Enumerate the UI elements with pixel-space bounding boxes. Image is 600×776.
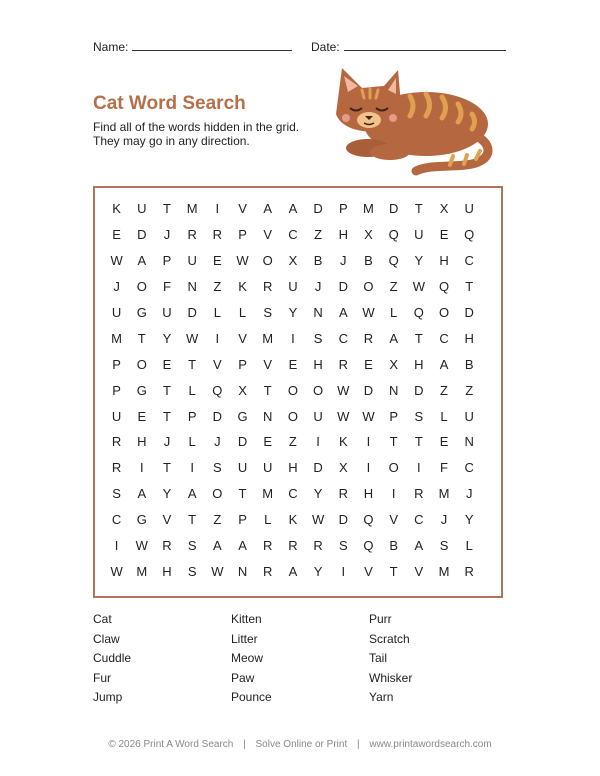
grid-letter[interactable]: H [162, 563, 172, 579]
grid-letter[interactable]: K [238, 279, 247, 295]
grid-letter[interactable]: C [464, 460, 474, 476]
instruction-line-2: They may go in any direction. [93, 134, 250, 148]
grid-letter[interactable]: X [238, 382, 247, 398]
grid-letter[interactable]: A [137, 486, 147, 502]
grid-letter[interactable]: U [263, 460, 273, 476]
grid-letter[interactable]: I [366, 434, 371, 450]
grid-letter[interactable]: Z [213, 279, 222, 295]
grid-letter[interactable]: C [439, 330, 449, 346]
grid-letter[interactable]: N [237, 563, 248, 579]
grid-letter[interactable]: B [389, 538, 398, 554]
grid-letter[interactable]: R [263, 563, 273, 579]
grid-letter[interactable]: F [162, 279, 171, 295]
grid-letter[interactable]: I [215, 201, 220, 217]
grid-letter[interactable]: D [464, 305, 474, 320]
grid-letter[interactable]: W [412, 279, 425, 295]
grid-letter[interactable]: E [439, 434, 449, 450]
grid-letter[interactable]: T [162, 460, 171, 476]
grid-letter[interactable]: W [110, 563, 123, 579]
grid-letter[interactable]: L [213, 305, 221, 320]
grid-letter[interactable]: L [188, 382, 196, 398]
grid-letter[interactable]: N [187, 279, 197, 295]
grid-letter[interactable]: W [236, 253, 249, 269]
grid-letter[interactable]: U [187, 253, 197, 269]
grid-letter[interactable]: O [388, 460, 399, 476]
grid-letter[interactable]: L [264, 512, 272, 528]
grid-letter[interactable]: E [112, 227, 121, 243]
grid-letter[interactable]: Z [213, 512, 222, 528]
grid-letter[interactable]: U [162, 305, 172, 320]
grid-letter[interactable]: M [262, 330, 274, 346]
grid-letter[interactable]: T [389, 563, 398, 579]
grid-letter[interactable]: N [464, 434, 474, 450]
footer-separator: | [243, 739, 246, 750]
grid-letter[interactable]: V [364, 563, 373, 579]
grid-letter[interactable]: F [440, 460, 448, 476]
grid-letter[interactable]: H [137, 434, 147, 450]
grid-letter[interactable]: O [262, 253, 273, 269]
grid-letter[interactable]: T [414, 434, 423, 450]
grid-letter[interactable]: X [389, 356, 398, 372]
grid-letter[interactable]: R [288, 538, 298, 554]
grid-letter[interactable]: S [187, 563, 197, 579]
grid-letter[interactable]: D [313, 460, 323, 476]
grid-letter[interactable]: E [439, 227, 449, 243]
grid-letter[interactable]: M [438, 486, 450, 502]
instructions [93, 120, 299, 148]
date-label: Date: [311, 40, 340, 54]
grid-letter[interactable]: Q [363, 538, 374, 554]
grid-letter[interactable]: P [338, 201, 348, 217]
name-label: Name: [93, 40, 129, 54]
grid-letter[interactable]: X [439, 201, 449, 217]
word-list-item: Scratch [369, 631, 410, 646]
grid-letter[interactable]: S [439, 538, 449, 554]
grid-letter[interactable]: J [465, 486, 473, 502]
grid-letter[interactable]: M [111, 330, 123, 346]
grid-letter[interactable]: H [363, 486, 374, 502]
word-search-grid[interactable] [104, 196, 482, 584]
grid-letter[interactable]: W [135, 538, 148, 554]
grid-letter[interactable]: S [187, 538, 197, 554]
grid-letter[interactable]: E [162, 356, 172, 372]
grid-letter[interactable]: S [414, 408, 424, 424]
grid-letter[interactable]: D [237, 434, 248, 450]
date-field[interactable] [311, 38, 506, 54]
grid-letter[interactable]: U [237, 460, 248, 476]
grid-letter[interactable]: R [464, 563, 474, 579]
grid-letter[interactable]: Z [465, 382, 474, 398]
grid-letter[interactable]: V [263, 356, 273, 372]
grid-letter[interactable]: N [263, 408, 273, 424]
grid-letter[interactable]: L [390, 305, 398, 320]
grid-letter[interactable]: J [440, 512, 448, 528]
grid-letter[interactable]: B [364, 253, 373, 269]
word-list-item: Paw [231, 670, 255, 685]
footer-solve-link[interactable]: Solve Online or Print [255, 739, 348, 750]
grid-letter[interactable]: V [389, 512, 398, 528]
grid-letter[interactable]: H [439, 253, 449, 269]
grid-letter[interactable]: P [162, 253, 172, 269]
grid-letter[interactable]: N [313, 305, 323, 320]
grid-letter[interactable]: T [137, 330, 146, 346]
grid-letter[interactable]: R [263, 279, 273, 295]
grid-letter[interactable]: O [438, 305, 450, 320]
grid-letter[interactable]: W [337, 408, 350, 424]
grid-letter[interactable]: E [137, 408, 147, 424]
grid-letter[interactable]: Z [440, 382, 448, 398]
grid-letter[interactable]: Q [212, 382, 223, 398]
grid-letter[interactable]: M [186, 201, 198, 217]
grid-letter[interactable]: I [341, 563, 346, 579]
grid-letter[interactable]: H [464, 330, 474, 346]
grid-letter[interactable]: Q [388, 227, 399, 243]
grid-letter[interactable]: P [112, 356, 121, 372]
sleeping-cat-illustration [318, 62, 500, 178]
grid-letter[interactable]: P [238, 227, 247, 243]
grid-letter[interactable]: N [388, 382, 399, 398]
grid-letter[interactable]: R [111, 434, 122, 450]
footer [0, 739, 600, 750]
grid-letter[interactable]: D [313, 201, 323, 217]
grid-letter[interactable]: Y [162, 330, 172, 346]
grid-letter[interactable]: S [263, 305, 273, 320]
grid-letter[interactable]: R [187, 227, 197, 243]
grid-letter[interactable]: R [363, 330, 374, 346]
grid-letter[interactable]: A [238, 538, 247, 554]
grid-letter[interactable]: T [414, 201, 423, 217]
grid-letter[interactable]: X [288, 253, 298, 269]
grid-letter[interactable]: J [314, 279, 322, 295]
grid-letter[interactable]: I [215, 330, 220, 346]
grid-letter[interactable]: T [465, 279, 474, 295]
grid-letter[interactable]: A [288, 201, 298, 217]
grid-letter[interactable]: J [163, 227, 171, 243]
grid-letter[interactable]: A [439, 356, 449, 372]
grid-letter[interactable]: L [440, 408, 448, 424]
word-list [93, 612, 513, 710]
grid-letter[interactable]: X [364, 227, 373, 243]
grid-letter[interactable]: A [213, 538, 222, 554]
grid-letter[interactable]: H [313, 356, 323, 372]
grid-letter[interactable]: W [337, 382, 350, 398]
grid-letter[interactable]: M [136, 563, 148, 579]
grid-letter[interactable]: O [313, 382, 324, 398]
grid-letter[interactable]: Q [413, 305, 424, 320]
grid-letter[interactable]: H [338, 227, 348, 243]
grid-letter[interactable]: R [414, 486, 424, 502]
grid-letter[interactable]: K [288, 512, 298, 528]
word-list-item: Cat [93, 612, 112, 626]
word-list-item: Whisker [369, 670, 413, 685]
grid-letter[interactable]: U [414, 227, 424, 243]
name-field[interactable] [93, 38, 292, 54]
grid-letter[interactable]: S [213, 460, 222, 476]
grid-letter[interactable]: A [187, 486, 197, 502]
grid-letter[interactable]: W [211, 563, 224, 579]
grid-letter[interactable]: U [137, 201, 147, 217]
grid-letter[interactable]: D [338, 512, 348, 528]
name-line[interactable] [132, 38, 292, 51]
grid-letter[interactable]: O [136, 279, 147, 295]
word-list-item: Pounce [231, 690, 272, 704]
grid-letter[interactable]: A [288, 563, 298, 579]
word-list-item: Meow [231, 651, 264, 665]
grid-letter[interactable]: W [110, 253, 123, 269]
grid-letter[interactable]: Y [313, 563, 323, 579]
grid-letter[interactable]: W [362, 305, 375, 320]
grid-letter[interactable]: K [112, 201, 121, 217]
footer-separator: | [357, 739, 360, 750]
word-list-item: Yarn [369, 690, 394, 704]
grid-letter[interactable]: C [414, 512, 424, 528]
grid-letter[interactable]: R [338, 486, 348, 502]
grid-letter[interactable]: B [464, 356, 474, 372]
grid-letter[interactable]: T [188, 356, 197, 372]
grid-letter[interactable]: T [162, 201, 171, 217]
word-list-item: Purr [369, 612, 392, 626]
grid-letter[interactable]: P [389, 408, 398, 424]
grid-letter[interactable]: Q [464, 227, 475, 243]
grid-letter[interactable]: C [288, 227, 298, 243]
grid-letter[interactable]: Y [464, 512, 474, 528]
grid-letter[interactable]: W [186, 330, 199, 346]
grid-letter[interactable]: T [188, 512, 197, 528]
grid-letter[interactable]: M [363, 201, 374, 217]
grid-letter[interactable]: H [414, 356, 424, 372]
grid-letter[interactable]: C [288, 486, 298, 502]
grid-letter[interactable]: J [113, 279, 120, 295]
grid-letter[interactable]: O [287, 382, 298, 398]
grid-letter[interactable]: T [162, 382, 171, 398]
grid-letter[interactable]: U [464, 408, 474, 424]
grid-letter[interactable]: T [162, 408, 171, 424]
word-list-item: Kitten [231, 612, 262, 626]
grid-letter[interactable]: E [288, 356, 298, 372]
grid-letter[interactable]: V [238, 330, 247, 346]
grid-letter[interactable]: R [313, 538, 323, 554]
word-list-item: Cuddle [93, 651, 132, 665]
grid-letter[interactable]: S [313, 330, 323, 346]
grid-letter[interactable]: I [114, 538, 119, 554]
grid-letter[interactable]: A [389, 330, 398, 346]
grid-letter[interactable]: U [111, 408, 122, 424]
word-list-item: Tail [369, 651, 388, 665]
grid-letter[interactable]: V [162, 512, 172, 528]
grid-letter[interactable]: I [190, 460, 194, 476]
grid-letter[interactable]: I [417, 460, 421, 476]
grid-letter[interactable]: O [363, 279, 374, 295]
grid-letter[interactable]: I [316, 434, 320, 450]
grid-letter[interactable]: U [111, 305, 122, 320]
grid-letter[interactable]: Y [288, 305, 298, 320]
grid-letter[interactable]: J [340, 253, 347, 269]
footer-copyright: © 2026 Print A Word Search [108, 739, 234, 750]
grid-letter[interactable]: E [213, 253, 222, 269]
grid-letter[interactable]: A [137, 253, 147, 269]
grid-letter[interactable]: M [262, 486, 274, 502]
grid-letter[interactable]: G [237, 408, 248, 424]
grid-letter[interactable]: M [438, 563, 450, 579]
grid-letter[interactable]: Y [313, 486, 323, 502]
grid-letter[interactable]: I [366, 460, 371, 476]
grid-letter[interactable]: G [136, 512, 147, 528]
grid-letter[interactable]: Y [414, 253, 424, 269]
grid-letter[interactable]: I [291, 330, 295, 346]
grid-letter[interactable]: D [212, 408, 223, 424]
grid-letter[interactable]: P [238, 356, 247, 372]
grid-letter[interactable]: R [162, 538, 172, 554]
page-title: Cat Word Search [93, 93, 246, 114]
grid-letter[interactable]: V [263, 227, 273, 243]
grid-letter[interactable]: G [136, 305, 147, 320]
grid-letter[interactable]: R [212, 227, 223, 243]
grid-letter[interactable]: E [263, 434, 273, 450]
grid-letter[interactable]: O [136, 356, 147, 372]
word-list-item: Fur [93, 670, 111, 685]
word-list-item: Jump [93, 690, 123, 704]
grid-letter[interactable]: Q [363, 512, 374, 528]
grid-letter[interactable]: O [287, 408, 298, 424]
grid-letter[interactable]: C [338, 330, 348, 346]
grid-letter[interactable]: Z [314, 227, 323, 243]
grid-letter[interactable]: J [163, 434, 171, 450]
grid-letter[interactable]: Z [389, 279, 398, 295]
grid-letter[interactable]: P [187, 408, 197, 424]
grid-letter[interactable]: V [238, 201, 247, 217]
grid-letter[interactable]: P [112, 382, 121, 398]
grid-letter[interactable]: R [263, 538, 273, 554]
grid-letter[interactable]: T [414, 330, 423, 346]
word-list-item: Litter [231, 631, 258, 646]
date-line[interactable] [344, 38, 506, 51]
grid-letter[interactable]: A [338, 305, 348, 320]
grid-letter[interactable]: R [338, 356, 348, 372]
grid-letter[interactable]: T [389, 434, 398, 450]
grid-letter[interactable]: W [311, 512, 325, 528]
grid-letter[interactable]: R [111, 460, 122, 476]
grid-letter[interactable]: Q [388, 253, 399, 269]
grid-letter[interactable]: U [464, 201, 474, 217]
grid-letter[interactable]: K [338, 434, 348, 450]
grid-letter[interactable]: A [263, 201, 273, 217]
grid-letter[interactable]: O [212, 486, 223, 502]
grid-letter[interactable]: L [465, 538, 473, 554]
grid-letter[interactable]: I [139, 460, 144, 476]
grid-letter[interactable]: I [391, 486, 396, 502]
grid-letter[interactable]: C [464, 253, 474, 269]
grid-letter[interactable]: Z [288, 434, 297, 450]
grid-letter[interactable]: C [111, 512, 122, 528]
grid-letter[interactable]: T [238, 486, 247, 502]
grid-letter[interactable]: D [388, 201, 399, 217]
grid-letter[interactable]: D [137, 227, 147, 243]
grid-letter[interactable]: E [364, 356, 373, 372]
grid-letter[interactable]: B [313, 253, 323, 269]
grid-letter[interactable]: W [362, 408, 375, 424]
grid-letter[interactable]: Q [438, 279, 450, 295]
word-list-item: Claw [93, 631, 120, 646]
grid-letter[interactable]: P [238, 512, 247, 528]
grid-letter[interactable]: S [112, 486, 121, 502]
grid-letter[interactable]: D [187, 305, 197, 320]
grid-letter[interactable]: U [288, 279, 298, 295]
grid-letter[interactable]: V [414, 563, 424, 579]
grid-letter[interactable]: T [263, 382, 272, 398]
footer-url-link[interactable]: www.printawordsearch.com [369, 739, 492, 750]
grid-letter[interactable]: L [188, 434, 196, 450]
word-search-grid-frame [93, 186, 503, 598]
grid-letter[interactable]: J [214, 434, 221, 450]
grid-letter[interactable]: A [414, 538, 424, 554]
grid-letter[interactable]: Y [162, 486, 172, 502]
grid-letter[interactable]: H [288, 460, 298, 476]
grid-letter[interactable]: D [414, 382, 424, 398]
instruction-line-1: Find all of the words hidden in the grid. [93, 120, 300, 134]
grid-letter[interactable]: V [213, 356, 222, 372]
grid-letter[interactable]: S [338, 538, 348, 554]
grid-letter[interactable]: G [136, 382, 147, 398]
grid-letter[interactable]: X [338, 460, 348, 476]
grid-letter[interactable]: D [338, 279, 348, 295]
grid-letter[interactable]: D [363, 382, 374, 398]
grid-letter[interactable]: L [238, 305, 247, 320]
grid-letter[interactable]: U [313, 408, 323, 424]
